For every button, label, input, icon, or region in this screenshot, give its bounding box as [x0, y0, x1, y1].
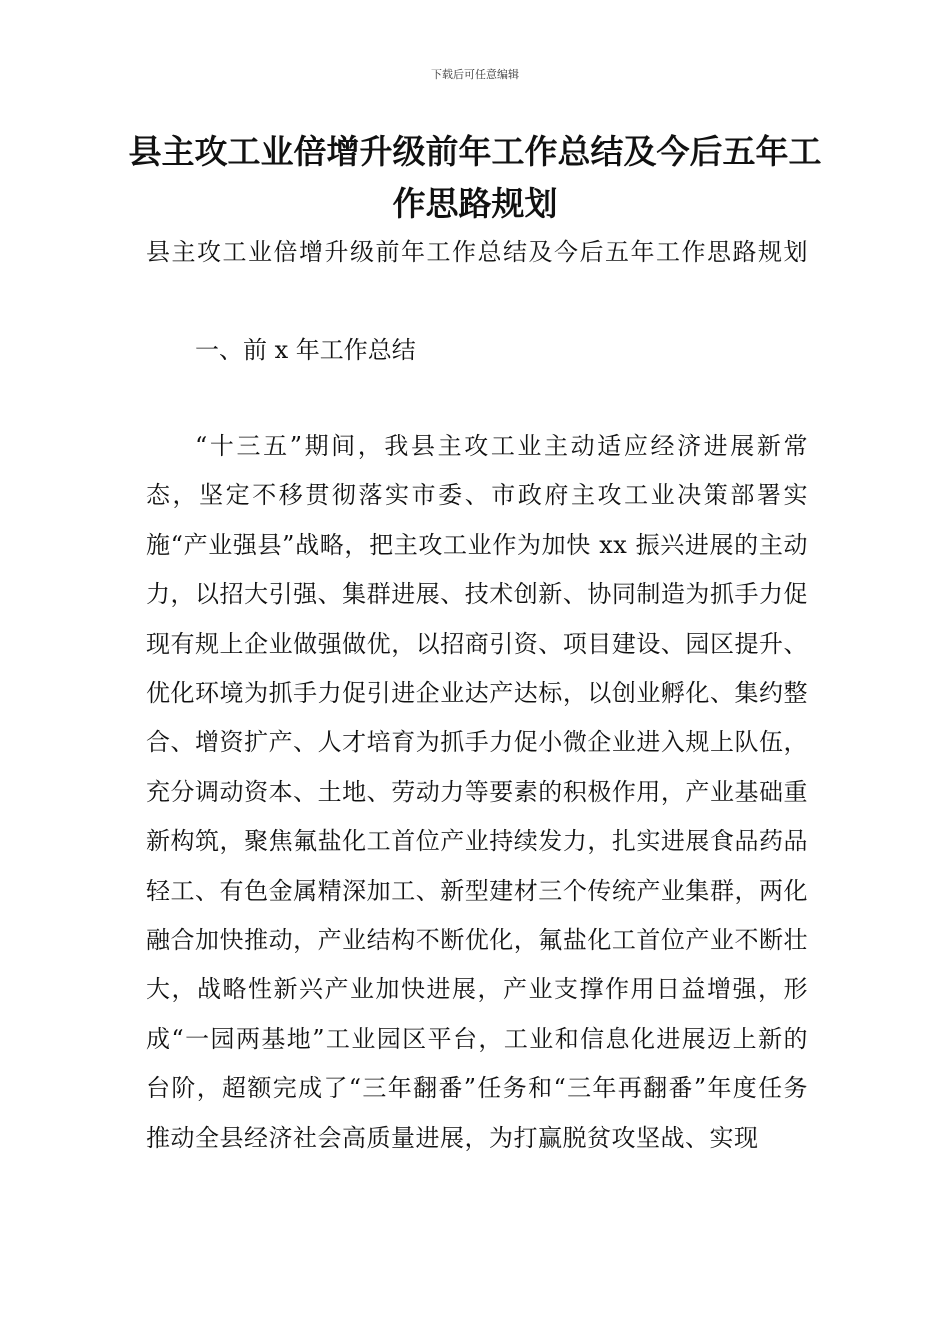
- section-heading: 一、前 x 年工作总结: [195, 336, 416, 364]
- document-title: 县主攻工业倍增升级前年工作总结及今后五年工作思路规划: [128, 132, 822, 223]
- header-note: 下载后可任意编辑: [431, 68, 519, 81]
- body-paragraph: “十三五”期间，我县主攻工业主动适应经济进展新常态，坚定不移贯彻落实市委、市政府主攻工业决策部署实施“产业强县”战略，把主攻工业作为加快 xx 振兴进展的主动力，以招大引强、集群进展、技术创新、协同制造为抓手力促现有规上企业做强做优，以招商引资、项目建设、园区提升、优化环境为抓手力促引进企业达产达标，以创业孵化、集约整合、增资扩产、人才培育为抓手力促小微企业进入规上队伍，充分调动资本、土地、劳动力等要素的积极作用，产业基础重新构筑，聚焦氟盐化工首位产业持续发力，扎实进展食品药品轻工、有色金属精深加工、新型建材三个传统产业集群，两化融合加快推动，产业结构不断优化，氟盐化工首位产业不断壮大，战略性新兴产业加快进展，产业支撑作用日益增强，形成“一园两基地”工业园区平台，工业和信息化进展迈上新的台阶，超额完成了“三年翻番”任务和“三年再翻番”年度任务推动全县经济社会高质量进展，为打赢脱贫攻坚战、实现: [146, 432, 808, 1152]
- document-subtitle: 县主攻工业倍增升级前年工作总结及今后五年工作思路规划: [146, 238, 809, 266]
